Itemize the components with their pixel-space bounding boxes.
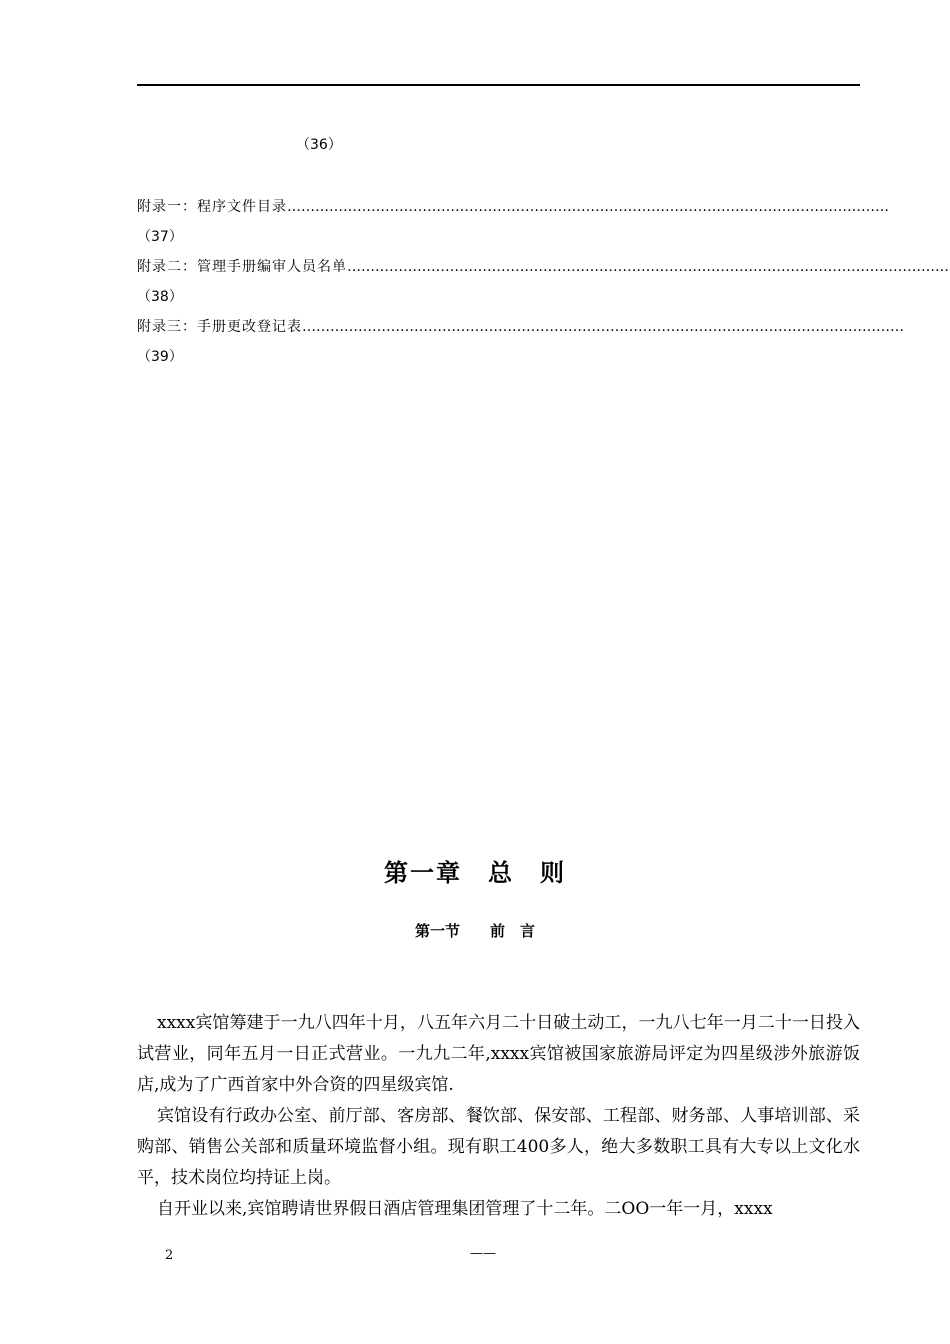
toc-entry-page: （37） (137, 229, 183, 245)
section-title: 第一节 前 言 (414, 922, 535, 940)
paragraph: 自开业以来,宾馆聘请世界假日酒店管理集团管理了十二年。二OO一年一月，xxxx (157, 1199, 773, 1219)
toc-leader-dots: ………………………………………………………………………………………………………………… (302, 319, 904, 335)
header-rule (137, 84, 860, 86)
toc-entry-title: 附录三：手册更改登记表 (137, 319, 302, 335)
toc-entry-title: 附录二：管理手册编审人员名单 (137, 259, 347, 275)
toc-entry[interactable] (137, 312, 904, 372)
footer-mark: —— (470, 1246, 496, 1261)
toc-leader-dots: ………………………………………………………………………………………………………………… (287, 199, 889, 215)
paragraph: 宾馆设有行政办公室、前厅部、客房部、餐饮部、保安部、工程部、财务部、人事培训部、采购部、销售公关部和质量环境监督小组。现有职工400多人，绝大多数职工具有大专以上文化水平，技术岗位均持证上岗。 (137, 1106, 860, 1188)
toc-entry[interactable] (137, 192, 889, 252)
toc-leader-dots: ………………………………………………………………………………………………………………… (347, 259, 949, 275)
chapter-title: 第一章 总 则 (384, 859, 566, 887)
toc-entry-title: 附录一：程序文件目录 (137, 199, 287, 215)
toc-continuation-page: （36） (296, 137, 342, 153)
footer-page-number: 2 (165, 1248, 174, 1263)
toc-entry-page: （39） (137, 349, 183, 365)
paragraph: xxxx宾馆筹建于一九八四年十月，八五年六月二十日破土动工，一九八七年一月二十一日投入试营业，同年五月一日正式营业。一九九二年,xxxx宾馆被国家旅游局评定为四星级涉外旅游饭店,成为了广西首家中外合资的四星级宾馆. (137, 1013, 860, 1095)
toc-entry-page: （38） (137, 289, 183, 305)
table-of-contents (137, 192, 949, 372)
toc-entry[interactable] (137, 252, 949, 312)
body-text (137, 1008, 860, 1225)
